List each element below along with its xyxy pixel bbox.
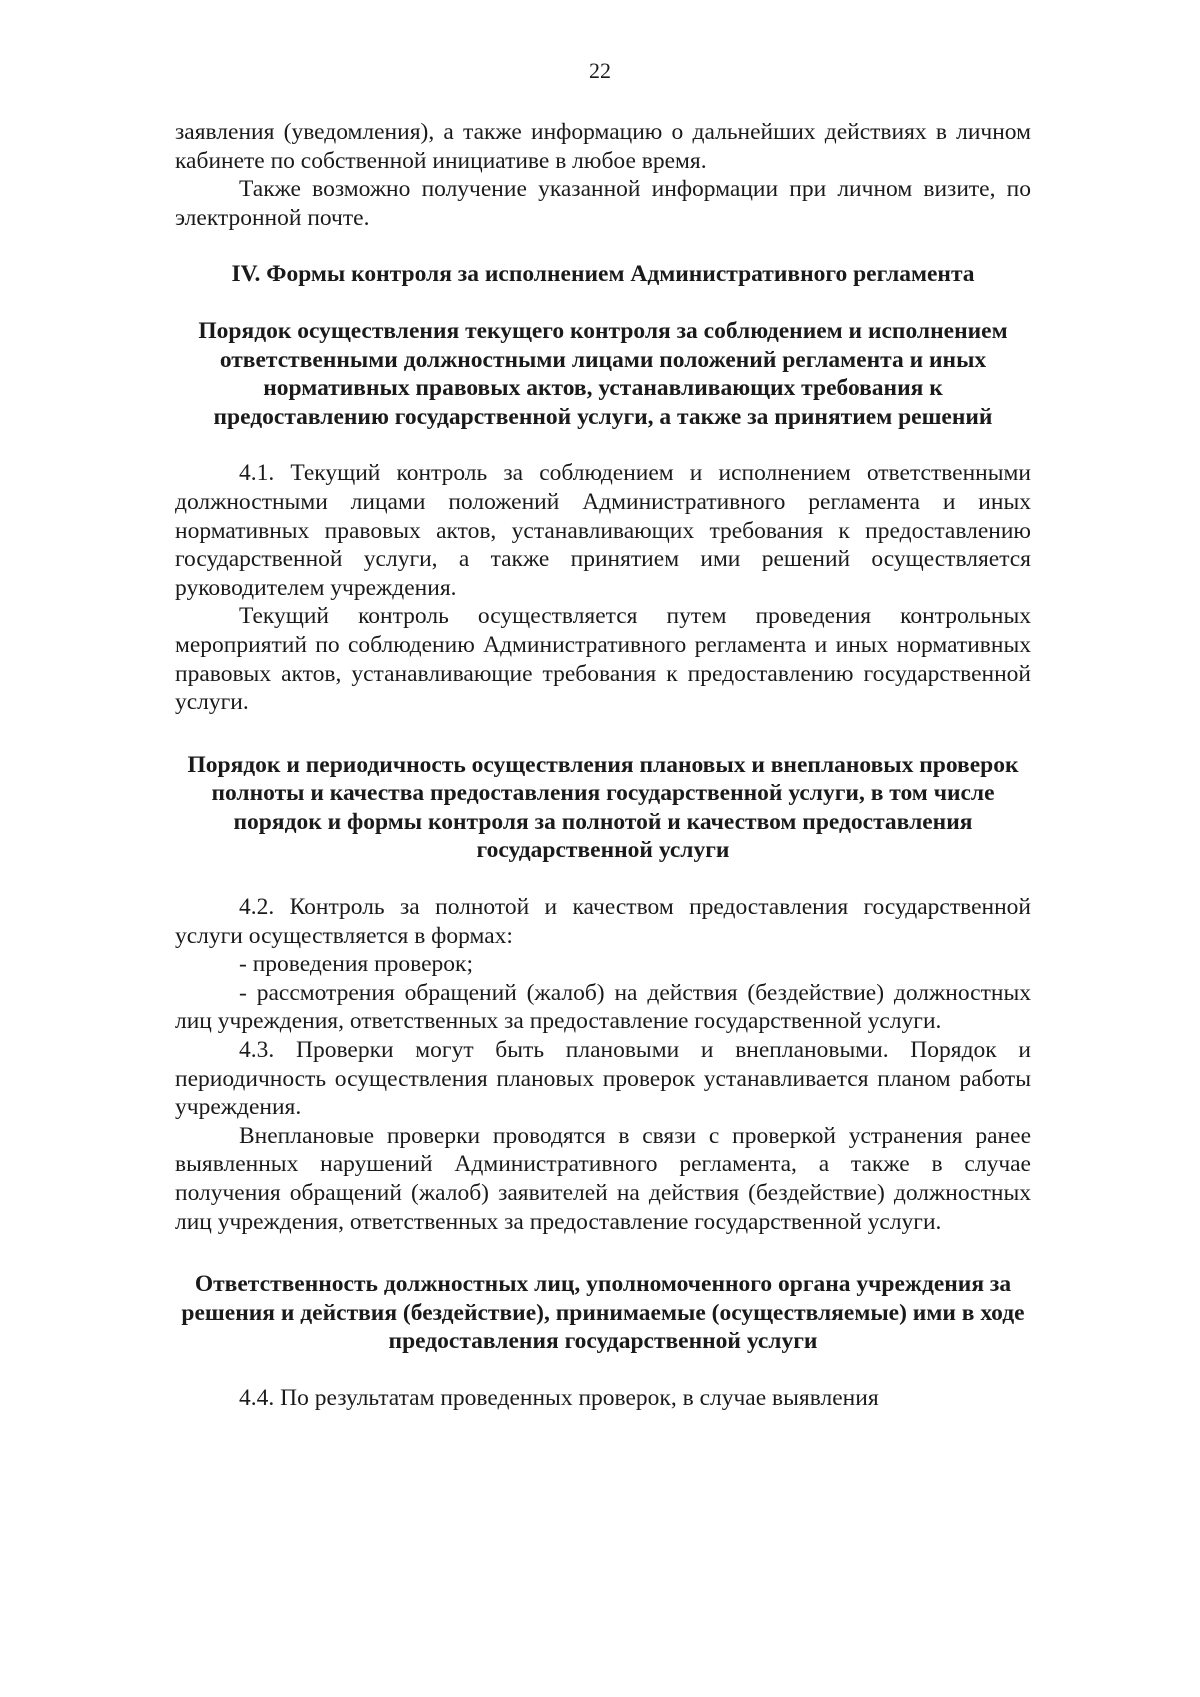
- document-body: [175, 118, 1031, 1413]
- paragraph-continuation: заявления (уведомления), а также информацию о дальнейших действиях в личном кабинете по собственной инициативе в любое время.: [175, 119, 1031, 174]
- section-title: IV. Формы контроля за исполнением Административного регламента: [231, 261, 975, 288]
- heading-responsibility: Ответственность должностных лиц, уполномоченного органа учреждения за решения и действия (бездействие), принимаемые (осуществляемые) ими в ходе предоставления государственной услуги: [181, 1271, 1025, 1355]
- paragraph-4-3: 4.3. Проверки могут быть плановыми и внеплановыми. Порядок и периодичность осуществления плановых проверок устанавливается планом работы учреждения.: [175, 1037, 1031, 1121]
- paragraph-4-2: 4.2. Контроль за полнотой и качеством предоставления государственной услуги осуществляется в формах:: [175, 894, 1031, 949]
- list-item-inspections: - проведения проверок;: [239, 951, 473, 978]
- heading-current-control: Порядок осуществления текущего контроля за соблюдением и исполнением ответственными должностными лицами положений регламента и иных нормативных правовых актов, устанавливающих требования к предоставлению государственной услуги, а также за принятием решений: [198, 317, 1008, 430]
- paragraph-4-4: 4.4. По результатам проведенных проверок, в случае выявления: [239, 1384, 879, 1411]
- paragraph-4-1: 4.1. Текущий контроль за соблюдением и исполнением ответственными должностными лицами положений Административного регламента и иных нормативных правовых актов, устанавливающих требования к предоставлению государственной услуги, а также принятием ими решений осуществляется руководителем учреждения.: [175, 460, 1031, 601]
- list-item-complaints: - рассмотрения обращений (жалоб) на действия (бездействие) должностных лиц учреждения, ответственных за предоставление государственной услуги.: [175, 979, 1031, 1035]
- paragraph-info-options: Также возможно получение указанной информации при личном визите, по электронной почте.: [175, 176, 1031, 231]
- page-number: 22: [589, 58, 611, 83]
- paragraph-4-3-unscheduled: Внеплановые проверки проводятся в связи с проверкой устранения ранее выявленных нарушений Административного регламента, а также в случае получения обращений (жалоб) заявителей на действия (бездействие) должностных лиц учреждения, ответственных за предоставление государственной услуги.: [175, 1122, 1031, 1235]
- paragraph-4-1-current-control: Текущий контроль осуществляется путем проведения контрольных мероприятий по соблюдению Административного регламента и иных нормативных правовых актов, устанавливающие требования к предоставлению государственной услуги.: [175, 603, 1031, 716]
- heading-inspections: Порядок и периодичность осуществления плановых и внеплановых проверок полноты и качества предоставления государственной услуги, в том числе порядок и формы контроля за полнотой и качеством предоставления государственной услуги: [187, 751, 1019, 864]
